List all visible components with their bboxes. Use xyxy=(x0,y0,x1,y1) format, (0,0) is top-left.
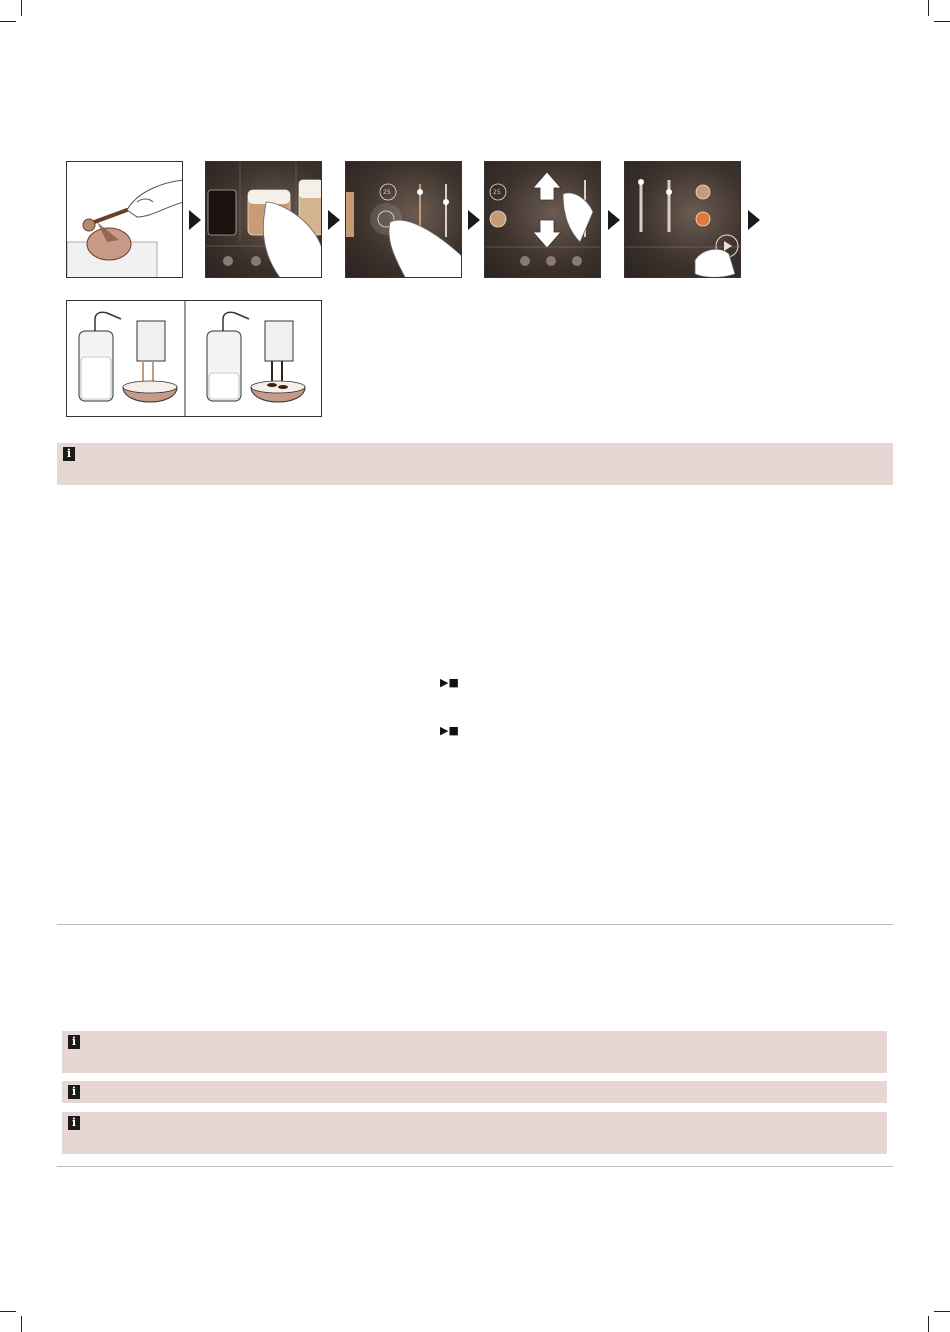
info-note xyxy=(62,1031,887,1073)
section-divider xyxy=(57,1166,893,1167)
next-step-arrow xyxy=(189,210,201,230)
milk-dispensing-illustration xyxy=(66,300,322,417)
info-icon: i xyxy=(68,1085,80,1099)
crop-mark xyxy=(934,1311,950,1312)
crop-mark xyxy=(934,21,950,22)
section-divider xyxy=(57,924,893,925)
info-icon: i xyxy=(63,447,75,461)
next-step-arrow xyxy=(468,210,480,230)
next-step-arrow xyxy=(748,210,760,230)
start-stop-icon: ▶■ xyxy=(440,676,459,689)
info-icon: i xyxy=(68,1035,80,1049)
crop-mark xyxy=(0,21,16,22)
quantity-value-label: 25 xyxy=(493,189,501,196)
step-add-ground-coffee-illustration xyxy=(66,161,183,278)
crop-mark xyxy=(928,0,929,16)
crop-mark xyxy=(928,1316,929,1332)
start-stop-icon: ▶■ xyxy=(440,724,459,737)
step-adjust-quantity-screen xyxy=(484,161,601,278)
strength-value-label: 25 xyxy=(383,189,391,196)
info-icon: i xyxy=(68,1116,80,1130)
next-step-arrow xyxy=(328,210,340,230)
step-start-brewing-screen xyxy=(624,161,741,278)
step-adjust-strength-screen xyxy=(345,161,462,278)
next-step-arrow xyxy=(608,210,620,230)
step-select-drink-screen xyxy=(205,161,322,278)
crop-mark xyxy=(21,1316,22,1332)
crop-mark xyxy=(0,1311,16,1312)
info-note xyxy=(62,1112,887,1154)
info-note xyxy=(62,1081,887,1103)
info-note xyxy=(57,443,893,485)
crop-mark xyxy=(21,0,22,16)
